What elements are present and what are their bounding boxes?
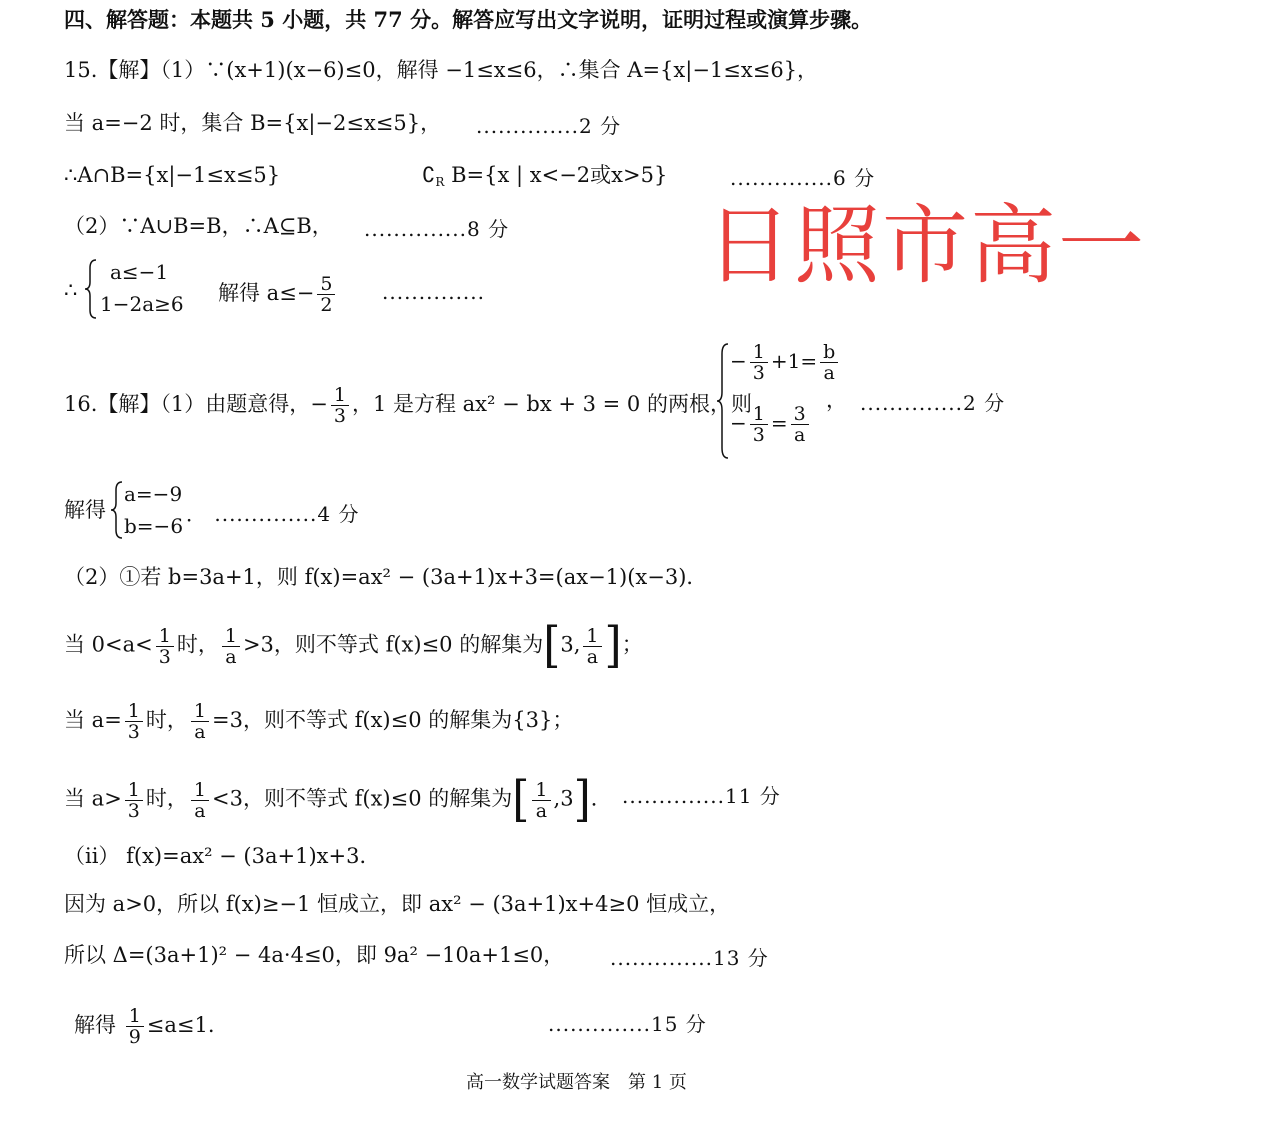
q15-therefore: ∴ (64, 278, 78, 302)
q15-line-3-complement (422, 161, 667, 196)
q16-line-9: 所以 Δ=(3a+1)² − 4a·4≤0，即 9a² −10a+1≤0， (64, 943, 565, 967)
q16-score-15: ..............15 分 (548, 1012, 707, 1036)
system-row-1: a≤−1 (110, 260, 169, 284)
complement-set: B={x | x<−2或x>5} (451, 163, 668, 187)
left-brace-icon (716, 342, 730, 460)
q16-line-7: （ii） f(x)=ax² − (3a+1)x+3． (64, 844, 381, 868)
q15-line-4: （2）∵A∪B=B，∴A⊆B， (64, 214, 333, 238)
q15-score-6: ..............6 分 (730, 166, 876, 190)
complement-symbol: ∁ (422, 163, 436, 187)
q16-line-10: 解得 $\frac{1}{9}$ ≤a≤1. (74, 1005, 215, 1048)
left-brace-icon (84, 258, 98, 320)
complement-subscript: R (435, 175, 445, 189)
fraction-one-third: $\frac{1}{3}$ (331, 385, 349, 426)
q15-solve-result (218, 274, 338, 315)
q16-score-2: ..............2 分 (860, 391, 1006, 415)
q16-line-6: 当 a> $\frac{1}{3}$ 时， $\frac{1}{a}$ <3，则不等式 f(x)≤0 的解集为[ $\frac{1}{a}$ ,3]． (64, 771, 612, 828)
watermark-label: 日照市高一 (706, 196, 1146, 296)
q16-solve-label: 解得 (64, 498, 106, 522)
system-row-1: − $\frac{1}{3}$ +1= $\frac{b}{a}$ (730, 342, 841, 383)
q16-score-11: ..............11 分 (622, 784, 781, 808)
system-row-2: − $\frac{1}{3}$ = $\frac{3}{a}$ (730, 404, 812, 445)
right-bracket: ] (604, 617, 622, 674)
q15-line-3-intersection: ∴A∩B={x|−1≤x≤5} (64, 163, 281, 187)
q16-score-4: ． ..............4 分 (186, 502, 360, 526)
left-bracket: [ (512, 771, 530, 828)
q16-score-13: ..............13 分 (610, 946, 769, 970)
q15-inequality-system (100, 258, 210, 322)
q15-score-2: ..............2 分 (476, 114, 622, 138)
q15-trailing-dots: .............. (382, 280, 486, 304)
q15-line-1: 15.【解】（1）∵(x+1)(x−6)≤0，解得 −1≤x≤6，∴集合 A={x|−1≤x≤6}， (64, 58, 819, 82)
left-bracket: [ (543, 617, 561, 674)
q15-line-2: 当 a=−2 时，集合 B={x|−2≤x≤5}， (64, 111, 442, 135)
system-row-2: 1−2a≥6 (100, 292, 184, 316)
q16-line-3: （2）①若 b=3a+1，则 f(x)=ax² − (3a+1)x+3=(ax−1)(x−3)． (64, 565, 708, 589)
q16-line-4: 当 0<a< $\frac{1}{3}$ 时， $\frac{1}{a}$ >3，则不等式 f(x)≤0 的解集为[3, $\frac{1}{a}$ ]； (64, 617, 643, 674)
right-bracket: ] (573, 771, 591, 828)
system-row-2: b=−6 (124, 514, 184, 538)
section-header: 四、解答题：本题共 5 小题，共 77 分。解答应写出文字说明，证明过程或演算步骤。 (64, 7, 873, 32)
page-footer: 高一数学试题答案 第 1 页 (466, 1072, 687, 1093)
q16-line-5: 当 a= $\frac{1}{3}$ 时， $\frac{1}{a}$ =3，则不等式 f(x)≤0 的解集为{3}； (64, 700, 574, 743)
q15-score-8: ..............8 分 (364, 217, 510, 241)
fraction-five-halves: $\frac{5}{2}$ (317, 274, 335, 315)
system-row-1: a=−9 (124, 482, 183, 506)
q16-line-1: 16.【解】（1）由题意得，− $\frac{1}{3}$ ，1 是方程 ax² − bx + 3 = 0 的两根，则 (64, 384, 752, 427)
q16-line-8: 因为 a>0，所以 f(x)≥−1 恒成立，即 ax² − (3a+1)x+4≥0 恒成立， (64, 892, 731, 916)
left-brace-icon (110, 480, 124, 540)
solve-label: 解得 a≤− (218, 281, 315, 305)
q16-system-comma: ， (826, 388, 847, 412)
